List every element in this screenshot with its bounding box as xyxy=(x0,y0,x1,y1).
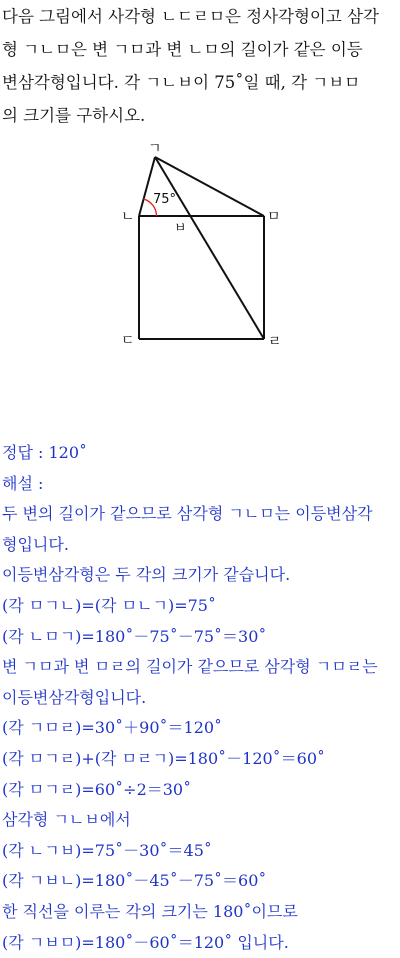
solution-line: 삼각형 ㄱㄴㅂ에서 xyxy=(2,805,398,836)
solution-line: 변 ㄱㅁ과 변 ㅁㄹ의 길이가 같으므로 삼각형 ㄱㅁㄹ는 xyxy=(2,652,398,683)
label-r: ㄹ xyxy=(268,334,282,350)
problem-line: 변삼각형입니다. 각 ㄱㄴㅂ이 75˚일 때, 각 ㄱㅂㅁ xyxy=(2,66,398,99)
solution-line: 이등변삼각형은 두 각의 크기가 같습니다. xyxy=(2,560,398,591)
label-b: ㅂ xyxy=(174,221,187,236)
problem-line: 다음 그림에서 사각형 ㄴㄷㄹㅁ은 정사각형이고 삼각 xyxy=(2,0,398,33)
explanation-heading: 해설 : xyxy=(2,469,398,500)
solution-line: 두 변의 길이가 같으므로 삼각형 ㄱㄴㅁ는 이등변삼각 xyxy=(2,499,398,530)
solution-line: (각 ㅁㄱㄴ)=(각 ㅁㄴㄱ)=75˚ xyxy=(2,591,398,622)
solution-line: 한 직선을 이루는 각의 크기는 180˚이므로 xyxy=(2,897,398,928)
solution-line: 이등변삼각형입니다. xyxy=(2,683,398,714)
solution-line: (각 ㄱㅂㄴ)=180˚－45˚－75˚＝60˚ xyxy=(2,866,398,897)
solution-line: (각 ㄱㅂㅁ)=180˚－60˚＝120˚ 입니다. xyxy=(2,928,398,958)
label-n: ㄴ xyxy=(121,209,135,225)
solution-text xyxy=(2,438,398,958)
answer-line: 정답 : 120˚ xyxy=(2,438,398,469)
solution-line: (각 ㅁㄱㄹ)=60˚÷2＝30˚ xyxy=(2,775,398,806)
solution-line: (각 ㄴㄱㅂ)=75˚－30˚＝45˚ xyxy=(2,836,398,867)
solution-line: (각 ㄴㅁㄱ)=180˚－75˚－75˚＝30˚ xyxy=(2,622,398,653)
solution-line: (각 ㄱㅁㄹ)=30˚＋90˚＝120˚ xyxy=(2,713,398,744)
segment-g-r xyxy=(155,157,264,339)
side-g-n xyxy=(139,157,155,216)
side-g-m xyxy=(155,157,264,216)
label-g: ㄱ xyxy=(148,141,162,157)
problem-line: 형 ㄱㄴㅁ은 변 ㄱㅁ과 변 ㄴㅁ의 길이가 같은 이등 xyxy=(2,33,398,66)
solution-line: (각 ㅁㄱㄹ)+(각 ㅁㄹㄱ)=180˚－120˚＝60˚ xyxy=(2,744,398,775)
label-m: ㅁ xyxy=(267,209,281,225)
geometry-figure xyxy=(0,132,400,362)
label-d: ㄷ xyxy=(121,333,135,349)
problem-text xyxy=(2,0,398,132)
solution-line: 형입니다. xyxy=(2,530,398,561)
angle-label: 75° xyxy=(153,192,176,207)
problem-line: 의 크기를 구하시오. xyxy=(2,99,398,132)
